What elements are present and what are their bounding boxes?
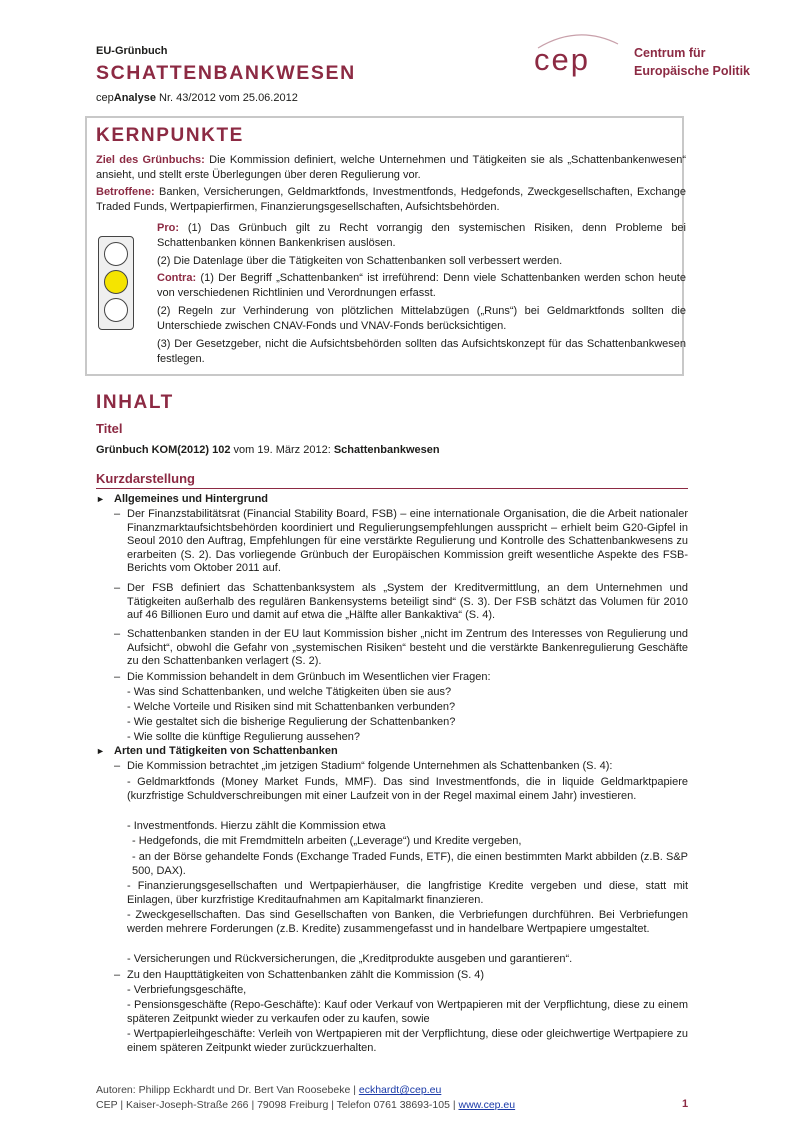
affected-label: Betroffene:	[96, 186, 155, 198]
organization-name	[634, 44, 750, 80]
address-text: CEP | Kaiser-Joseph-Straße 266 | 79098 Freiburg | Telefon 0761 38693-105 |	[96, 1099, 459, 1111]
section-heading-types	[96, 745, 338, 757]
key-point-affected	[96, 185, 686, 215]
meta-rest: Nr. 43/2012 vom 25.06.2012	[155, 92, 298, 104]
question-item: - Wie sollte die künftige Regulierung aussehen?	[127, 731, 360, 743]
dash-icon: –	[114, 969, 121, 981]
pro-point-2: (2) Die Datenlage über die Tätigkeiten von Schattenbanken soll verbessert werden.	[157, 255, 563, 267]
entity-item: - Finanzierungsgesellschaften und Wertpapierhäuser, die langfristige Kredite vergeben und diese, statt mit Einlagen, über kurzfristige Kreditaufnahmen am Kapitalmarkt finanzieren.	[127, 880, 688, 906]
document-title: SCHATTENBANKWESEN	[96, 62, 356, 84]
footer-address	[96, 1098, 515, 1113]
paragraph-activities	[114, 969, 688, 983]
meta-prefix: cep	[96, 92, 114, 104]
traffic-light-icon	[98, 236, 134, 330]
goal-text: Die Kommission definiert, welche Unternehmen und Tätigkeiten sie als „Schattenbankenwesen“ ansieht, und stellt erste Überlegungen über deren Regulierung vor.	[96, 154, 686, 181]
doc-ref-bold: Grünbuch KOM(2012) 102	[96, 444, 231, 456]
entity-item: - Geldmarktfonds (Money Market Funds, MMF). Das sind Investmentfonds, die in liquide Geldmarktpapiere (kurzfristige Schuldverschreibungen mit einer Laufzeit von in der Regel maximal einem Jahr) investieren.	[127, 776, 688, 802]
entity-subitem: - Hedgefonds, die mit Fremdmitteln arbeiten („Leverage“) und Kredite vergeben,	[132, 835, 522, 847]
dash-icon: –	[114, 628, 121, 640]
meta-bold: Analyse	[113, 92, 156, 104]
paragraph-questions	[114, 671, 688, 685]
org-line-1: Centrum für	[634, 46, 706, 60]
contra-label: Contra:	[157, 272, 197, 284]
affected-text: Banken, Versicherungen, Geldmarktfonds, Investmentfonds, Hedgefonds, Zweckgesellschaften, Exchange Traded Funds, Wertpapierfirmen, Finanzierungsgesellschaften, Aufsichtsbehörden.	[96, 186, 686, 213]
paragraph-entities-text: Die Kommission betrachtet „im jetzigen Stadium“ folgende Unternehmen als Schattenbanken (S. 4):	[127, 760, 613, 772]
paragraph-definition-text: Der FSB definiert das Schattenbanksystem als „System der Kreditvermittlung, an dem Unternehmen und Tätigkeiten außerhalb des regulären Bankensystems beteiligt sind“ (S. 3). Der FSB schätzt das Volumen für 2010 auf 46 Billionen Euro und damit auf etwa die „Hälfte aller Bankaktiva“ (S. 4).	[127, 582, 688, 621]
entity-item: - Investmentfonds. Hierzu zählt die Kommission etwa	[127, 820, 386, 832]
paragraph-fsb-text: Der Finanzstabilitätsrat (Financial Stability Board, FSB) – eine internationale Organisation, die die Arbeit nationaler Finanzmarktaufsichtsbehörden koordiniert und Regulierungsempfehlungen ausspricht – erhielt beim G20-Gipfel in Seoul 2010 den Auftrag, Empfehlungen für eine verstärkte Regulierung und Kontrolle des Schattenbankwesens zu erarbeiten (S. 2). Das vorliegende Grünbuch der Europäischen Kommission greift wesentliche Aspekte des FSB-Berichts vom Oktober 2011 auf.	[127, 508, 688, 574]
footer	[96, 1083, 515, 1113]
dash-icon: –	[114, 760, 121, 772]
key-point-goal	[96, 153, 686, 183]
section-label-types: Arten und Tätigkeiten von Schattenbanken	[114, 745, 338, 757]
section-label-general: Allgemeines und Hintergrund	[114, 493, 269, 505]
traffic-light-green-lamp	[104, 298, 128, 322]
website-link[interactable]: www.cep.eu	[458, 1099, 516, 1111]
analysis-meta	[96, 92, 298, 104]
contra-text-1: (1) Der Begriff „Schattenbanken“ ist irreführend: Denn viele Schattenbanken werden schon heute von verschiedenen Richtlinien und Verordnungen erfasst.	[157, 272, 686, 299]
summary-heading: Kurzdarstellung	[96, 471, 195, 486]
entity-subitem: - an der Börse gehandelte Fonds (Exchange Traded Funds, ETF), die einen bestimmten Markt abbilden (z.B. S&P 500, DAX).	[132, 851, 688, 877]
question-item: - Welche Vorteile und Risiken sind mit Schattenbanken verbunden?	[127, 701, 456, 713]
paragraph-entities	[114, 760, 688, 774]
arrow-right-icon: ►	[96, 494, 105, 504]
org-line-2: Europäische Politik	[634, 64, 751, 78]
footer-authors	[96, 1083, 515, 1098]
activity-item: - Verbriefungsgeschäfte,	[127, 984, 247, 996]
paragraph-activities-text: Zu den Haupttätigkeiten von Schattenbanken zählt die Kommission (S. 4)	[127, 969, 485, 981]
document-series: EU-Grünbuch	[96, 45, 168, 57]
title-heading: Titel	[96, 421, 123, 436]
dash-icon: –	[114, 508, 121, 520]
paragraph-regulation	[114, 628, 688, 669]
dash-icon: –	[114, 671, 121, 683]
page-number: 1	[682, 1098, 689, 1110]
paragraph-definition	[114, 582, 688, 623]
key-points-title: KERNPUNKTE	[96, 125, 244, 146]
question-item: - Wie gestaltet sich die bisherige Regulierung der Schattenbanken?	[127, 716, 456, 728]
entity-item: - Zweckgesellschaften. Das sind Gesellschaften von Banken, die Verbriefungen durchführen. Bei Verbriefungen werden mehrere Forderungen (z.B. Kredite) zusammengefasst und in handelbare Wertpapiere umgestaltet.	[127, 909, 688, 935]
contra-point-2: (2) Regeln zur Verhinderung von plötzlichen Mittelabzügen („Runs“) bei Geldmarktfonds sollten die Unterschiede zwischen CNAV-Fonds und VNAV-Fonds berücksichtigen.	[157, 305, 686, 332]
dash-icon: –	[114, 582, 121, 594]
authors-text: Autoren: Philipp Eckhardt und Dr. Bert Van Roosebeke |	[96, 1084, 359, 1096]
section-heading-general	[96, 493, 268, 505]
traffic-light-yellow-lamp	[104, 270, 128, 294]
pro-point-1	[157, 221, 686, 251]
question-item: - Was sind Schattenbanken, und welche Tätigkeiten üben sie aus?	[127, 686, 452, 698]
summary-divider	[96, 488, 688, 489]
doc-ref-mid: vom 19. März 2012:	[230, 444, 334, 456]
contra-point-3: (3) Der Gesetzgeber, nicht die Aufsichtsbehörden sollten das Aufsichtskonzept für das Schattenbankwesen festlegen.	[157, 338, 686, 365]
pro-text-1: (1) Das Grünbuch gilt zu Recht vorrangig den systemischen Risiken, denn Probleme bei Schattenbanken können Bankenkrisen auslösen.	[157, 222, 686, 249]
arrow-right-icon: ►	[96, 746, 105, 756]
doc-ref-bold-2: Schattenbankwesen	[333, 444, 440, 456]
entity-item: - Versicherungen und Rückversicherungen, die „Kreditprodukte ausgeben und garantieren“.	[127, 953, 573, 965]
activity-item: - Pensionsgeschäfte (Repo-Geschäfte): Kauf oder Verkauf von Wertpapieren mit der Verpflichtung, diese zu einem späteren Zeitpunkt wieder zu verkaufen oder zu kaufen, sowie	[127, 999, 688, 1025]
paragraph-fsb	[114, 508, 688, 576]
goal-label: Ziel des Grünbuchs:	[96, 154, 205, 166]
activity-item: - Wertpapierleihgeschäfte: Verleih von Wertpapieren mit der Verpflichtung, diese oder gleichwertige Wertpapiere zu einem späteren Zeitpunkt wieder zurückzuerhalten.	[127, 1028, 688, 1054]
contra-point-1	[157, 271, 686, 301]
contents-title: INHALT	[96, 392, 174, 413]
pro-label: Pro:	[157, 222, 179, 234]
paragraph-regulation-text: Schattenbanken standen in der EU laut Kommission bisher „nicht im Zentrum des Interesses von Regulierung und Aufsicht“, obwohl die Gefahr von „systemischen Risiken“ besteht und die verstärkte Bankenregulierung Geschäfte zu den Schattenbanken verlagert (S. 2).	[127, 628, 688, 667]
author-email-link[interactable]: eckhardt@cep.eu	[358, 1084, 442, 1096]
document-reference	[96, 444, 440, 456]
traffic-light-red-lamp	[104, 242, 128, 266]
cep-logo: cep	[534, 42, 590, 77]
paragraph-questions-text: Die Kommission behandelt in dem Grünbuch im Wesentlichen vier Fragen:	[127, 671, 491, 683]
